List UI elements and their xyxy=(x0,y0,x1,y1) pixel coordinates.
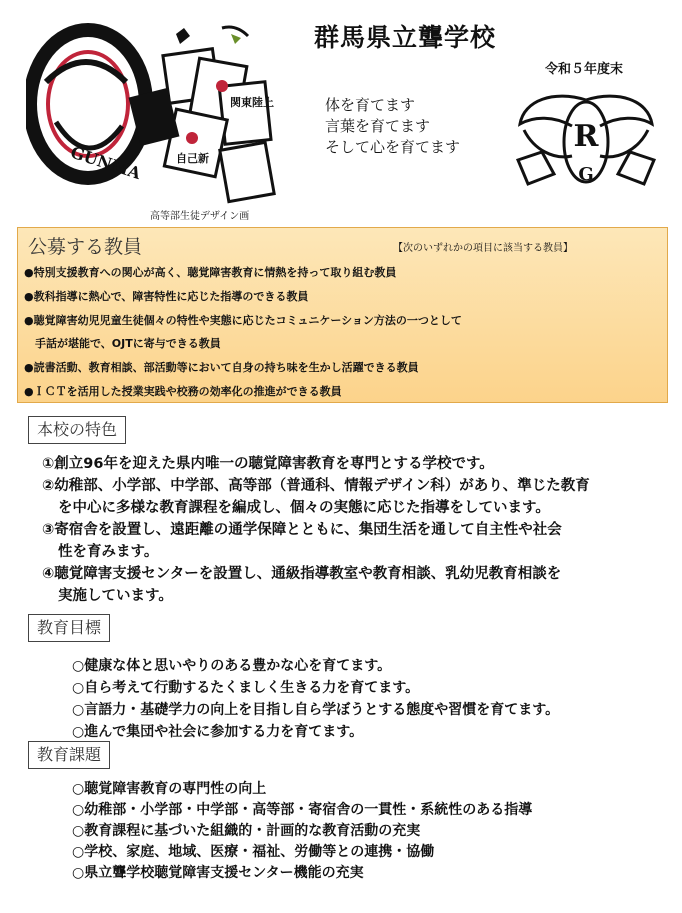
feature-line: を中心に多様な教育課程を編成し、個々の実態に応じた指導をしています。 xyxy=(58,500,550,516)
recruitment-item: 手話が堪能で、OJTに寄与できる教員 xyxy=(24,337,221,350)
recruitment-note: 【次のいずれかの項目に該当する教員】 xyxy=(393,243,573,254)
school-name: 群馬県立聾学校 xyxy=(314,23,497,52)
student-design-artwork xyxy=(26,22,288,206)
recruitment-item: ●読書活動、教育相談、部活動等において自身の持ち味を生かし活躍できる教員 xyxy=(24,361,419,374)
slogan-line: そして心を育てます xyxy=(325,138,461,156)
recruitment-item: ●教科指導に熱心で、障害特性に応じた指導のできる教員 xyxy=(24,290,309,303)
gunma-brush-logo xyxy=(30,30,146,183)
task-item: ○幼稚部・小学部・中学部・高等部・寄宿舎の一貫性・系統性のある指導 xyxy=(72,802,533,818)
task-item: ○学校、家庭、地域、医療・福祉、労働等との連携・協働 xyxy=(72,844,435,860)
slogan-line: 体を育てます xyxy=(325,96,416,114)
goals-heading: 教育目標 xyxy=(28,614,110,642)
feature-line: ①創立96年を迎えた県内唯一の聴覚障害教育を専門とする学校です。 xyxy=(42,456,494,472)
features-heading: 本校の特色 xyxy=(28,416,126,444)
school-emblem xyxy=(514,90,658,194)
emblem-letter-r: R xyxy=(573,119,599,154)
recruitment-item: ●ＩＣＴを活用した授業実践や校務の効率化の推進ができる教員 xyxy=(24,385,342,398)
feature-line: 性を育みます。 xyxy=(58,544,159,560)
athletics-collage xyxy=(129,27,275,202)
slogan-line: 言葉を育てます xyxy=(325,117,431,135)
goal-item: ○言語力・基礎学力の向上を目指し自ら学ぼうとする態度や習慣を育てます。 xyxy=(72,702,560,718)
recruitment-item: ●聴覚障害幼児児童生徒個々の特性や実態に応じたコミュニケーション方法の一つとして xyxy=(24,314,462,327)
feature-line: ③寄宿舎を設置し、遠距離の通学保障とともに、集団生活を通して自主性や社会 xyxy=(42,522,562,538)
goal-item: ○自ら考えて行動するたくましく生きる力を育てます。 xyxy=(72,680,420,696)
artwork-caption: 高等部生徒デザイン画 xyxy=(150,211,250,222)
tasks-heading: 教育課題 xyxy=(28,741,110,769)
recruitment-box xyxy=(17,227,668,403)
fiscal-year-label: 令和５年度末 xyxy=(545,62,624,77)
feature-line: 実施しています。 xyxy=(58,588,173,604)
recruitment-title: 公募する教員 xyxy=(28,236,143,258)
gunma-art-text: GUNMA xyxy=(68,142,144,184)
recruitment-item: ●特別支援教育への関心が高く、聴覚障害教育に情熱を持って取り組む教員 xyxy=(24,266,397,279)
personal-best-text: 自己新 xyxy=(176,152,209,165)
task-item: ○県立聾学校聴覚障害支援センター機能の充実 xyxy=(72,865,364,881)
kanto-track-text: 関東陸上 xyxy=(230,96,274,109)
goal-item: ○進んで集団や社会に参加する力を育てます。 xyxy=(72,724,364,740)
emblem-letter-g: G xyxy=(578,164,594,185)
feature-line: ②幼稚部、小学部、中学部、高等部（普通科、情報デザイン科）があり、準じた教育 xyxy=(42,478,590,494)
task-item: ○聴覚障害教育の専門性の向上 xyxy=(72,781,267,797)
school-slogans xyxy=(325,95,460,158)
feature-line: ④聴覚障害支援センターを設置し、通級指導教室や教育相談、乳幼児教育相談を xyxy=(42,566,562,582)
task-item: ○教育課程に基づいた組織的・計画的な教育活動の充実 xyxy=(72,823,421,839)
goal-item: ○健康な体と思いやりのある豊かな心を育てます。 xyxy=(72,658,392,674)
